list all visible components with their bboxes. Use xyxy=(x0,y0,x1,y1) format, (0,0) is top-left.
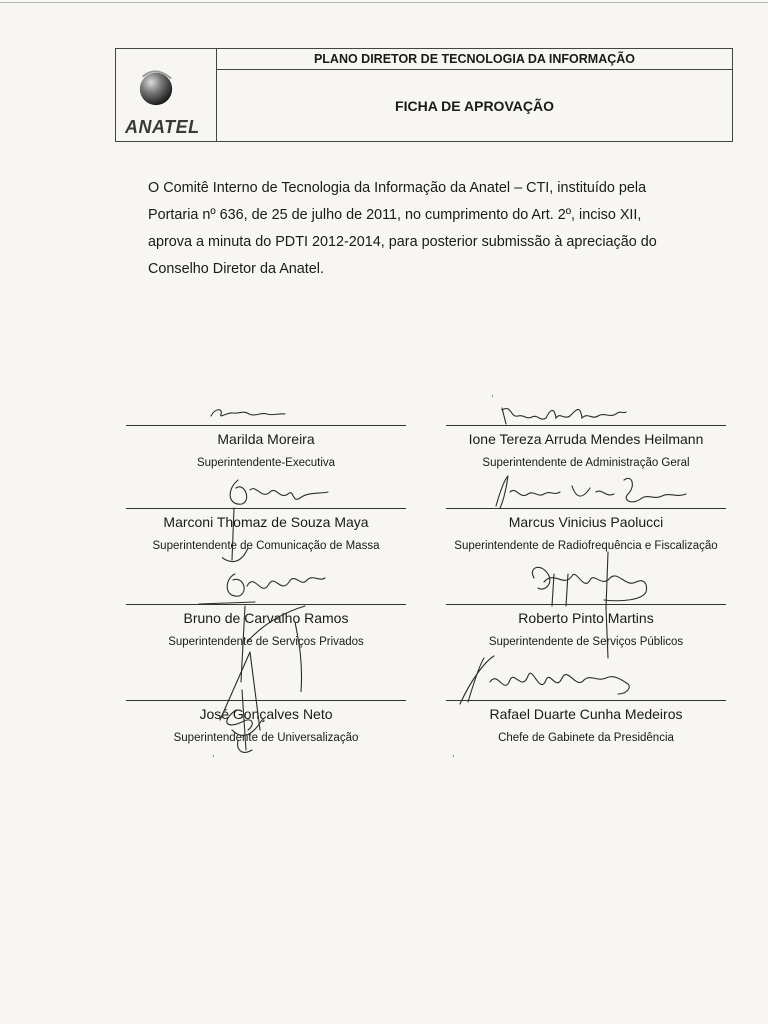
signature-block xyxy=(446,604,726,651)
signatory-role: Superintendente de Serviços Públicos xyxy=(488,636,684,648)
handwritten-signature xyxy=(205,402,290,424)
signatory-role: Superintendente de Universalização xyxy=(173,732,359,744)
signature-line xyxy=(126,700,406,701)
anatel-logo xyxy=(116,49,217,141)
signature-line xyxy=(446,425,726,426)
signature-line xyxy=(446,700,726,701)
signatory-name: Roberto Pinto Martins xyxy=(518,610,654,626)
globe-icon xyxy=(137,69,175,107)
paragraph-line: O Comitê Interno de Tecnologia da Informação da Anatel – CTI, instituído pela xyxy=(148,180,647,196)
signatory-role: Chefe de Gabinete da Presidência xyxy=(498,732,674,744)
signatory-role: Superintendente-Executiva xyxy=(196,457,336,469)
header-box xyxy=(115,48,733,142)
signatory-role: Superintendente de Serviços Privados xyxy=(168,636,364,648)
signature-block xyxy=(126,604,406,651)
form-title: FICHA DE APROVAÇÃO xyxy=(395,97,554,114)
handwritten-signature xyxy=(498,400,628,428)
signatory-name: Marconi Thomaz de Souza Maya xyxy=(163,514,369,530)
signature-block xyxy=(446,700,726,747)
mark-dot: , xyxy=(452,748,455,758)
signature-block xyxy=(446,425,726,472)
signatory-name: Marcus Vinicius Paolucci xyxy=(508,514,664,530)
paragraph-line: Conselho Diretor da Anatel. xyxy=(148,261,324,277)
signatory-name: José Gonçalves Neto xyxy=(199,706,333,722)
signatory-name: Bruno de Carvalho Ramos xyxy=(183,610,349,626)
signatory-role: Superintendente de Administração Geral xyxy=(482,457,690,469)
paragraph-line: aprova a minuta do PDTI 2012-2014, para posterior submissão à apreciação do xyxy=(148,234,657,250)
plan-title: PLANO DIRETOR DE TECNOLOGIA DA INFORMAÇÃO xyxy=(217,49,732,70)
logo-text: ANATEL xyxy=(125,117,200,137)
page-top-rule xyxy=(0,2,768,3)
signature-block xyxy=(126,425,406,472)
signature-line xyxy=(126,425,406,426)
signature-line xyxy=(446,604,726,605)
mark-dot: , xyxy=(491,388,494,398)
signatory-name: Ione Tereza Arruda Mendes Heilmann xyxy=(468,431,704,447)
handwritten-signature xyxy=(486,472,696,512)
signature-block xyxy=(126,700,406,747)
signature-line xyxy=(126,604,406,605)
signatory-role: Superintendente de Radiofrequência e Fiscalização xyxy=(454,540,718,552)
signature-line xyxy=(126,508,406,509)
approval-paragraph xyxy=(148,175,693,283)
signatory-name: Rafael Duarte Cunha Medeiros xyxy=(489,706,683,722)
signatory-role: Superintendente de Comunicação de Massa xyxy=(152,540,380,552)
signature-line xyxy=(446,508,726,509)
signature-block xyxy=(446,508,726,555)
mark-dot: , xyxy=(212,748,215,758)
signatory-name: Marilda Moreira xyxy=(217,431,315,447)
signature-block xyxy=(126,508,406,555)
paragraph-line: Portaria nº 636, de 25 de julho de 2011, no cumprimento do Art. 2º, inciso XII, xyxy=(148,207,642,223)
